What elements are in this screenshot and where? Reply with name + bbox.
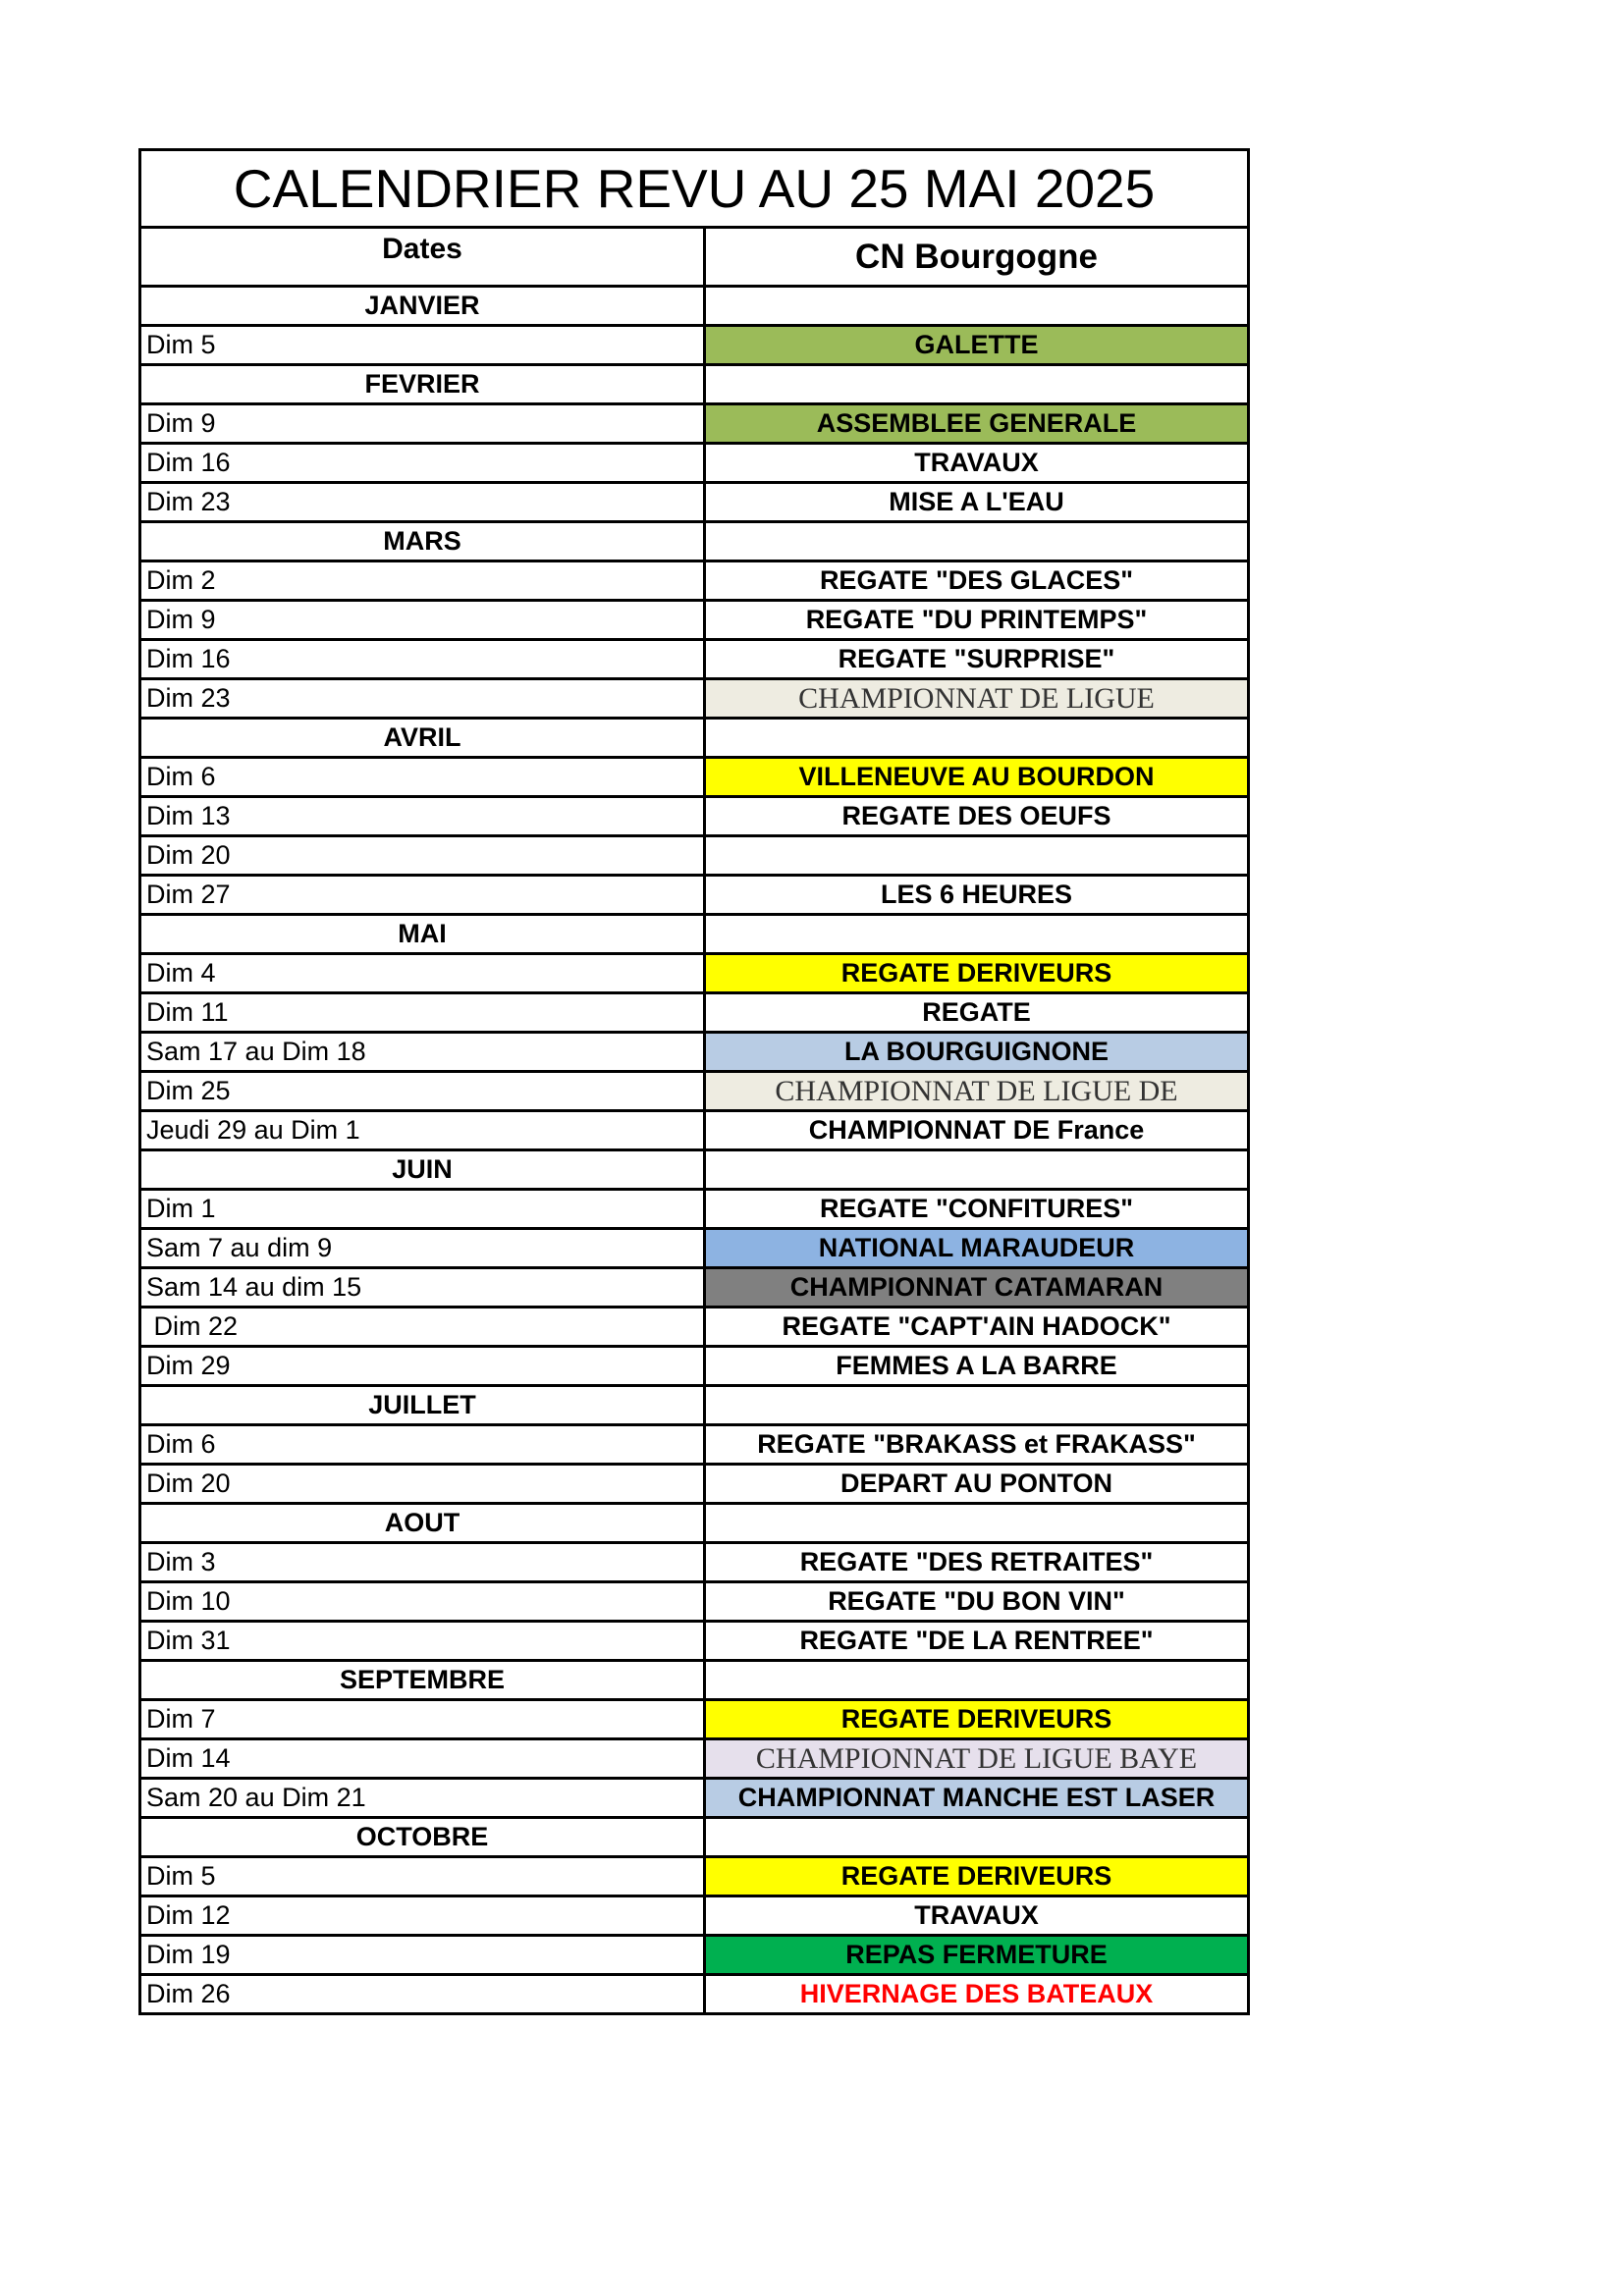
table-row: [140, 1896, 1249, 1936]
month-row: [140, 1504, 1249, 1543]
month-empty-cell: [705, 522, 1249, 561]
date-cell: Jeudi 29 au Dim 1: [140, 1111, 705, 1150]
event-cell: REGATE DES OEUFS: [705, 797, 1249, 836]
event-cell: REGATE "CAPT'AIN HADOCK": [705, 1308, 1249, 1347]
month-row: [140, 522, 1249, 561]
page-title: CALENDRIER REVU AU 25 MAI 2025: [140, 150, 1249, 228]
date-cell: Dim 11: [140, 993, 705, 1033]
table-row: [140, 1543, 1249, 1582]
event-cell: CHAMPIONNAT DE LIGUE BAYE: [705, 1739, 1249, 1779]
event-cell: GALETTE: [705, 326, 1249, 365]
date-cell: Sam 17 au Dim 18: [140, 1033, 705, 1072]
date-cell: Dim 20: [140, 1465, 705, 1504]
month-label: SEPTEMBRE: [140, 1661, 705, 1700]
table-row: [140, 797, 1249, 836]
event-cell: LA BOURGUIGNONE: [705, 1033, 1249, 1072]
table-row: [140, 993, 1249, 1033]
event-cell: FEMMES A LA BARRE: [705, 1347, 1249, 1386]
event-cell: REGATE "DU BON VIN": [705, 1582, 1249, 1622]
table-row: [140, 1072, 1249, 1111]
event-cell: REGATE "DE LA RENTREE": [705, 1622, 1249, 1661]
event-cell: CHAMPIONNAT DE LIGUE DE: [705, 1072, 1249, 1111]
event-cell: TRAVAUX: [705, 444, 1249, 483]
month-empty-cell: [705, 1661, 1249, 1700]
month-empty-cell: [705, 1504, 1249, 1543]
event-cell: NATIONAL MARAUDEUR: [705, 1229, 1249, 1268]
column-header-club: CN Bourgogne: [705, 228, 1249, 287]
date-cell: Dim 20: [140, 836, 705, 876]
date-cell: Dim 27: [140, 876, 705, 915]
month-empty-cell: [705, 1818, 1249, 1857]
event-cell: REGATE "DU PRINTEMPS": [705, 601, 1249, 640]
table-row: [140, 1582, 1249, 1622]
month-empty-cell: [705, 1150, 1249, 1190]
table-row: [140, 758, 1249, 797]
table-row: [140, 954, 1249, 993]
date-cell: Dim 16: [140, 640, 705, 679]
month-label: JANVIER: [140, 287, 705, 326]
month-empty-cell: [705, 365, 1249, 404]
table-row: [140, 1622, 1249, 1661]
date-cell: Dim 6: [140, 758, 705, 797]
month-empty-cell: [705, 1386, 1249, 1425]
event-cell: REGATE "DES RETRAITES": [705, 1543, 1249, 1582]
date-cell: Dim 2: [140, 561, 705, 601]
date-cell: Dim 23: [140, 679, 705, 719]
table-row: [140, 601, 1249, 640]
date-cell: Dim 1: [140, 1190, 705, 1229]
table-row: [140, 1936, 1249, 1975]
event-cell: REGATE "DES GLACES": [705, 561, 1249, 601]
table-row: [140, 561, 1249, 601]
date-cell: Dim 22: [140, 1308, 705, 1347]
event-cell: REPAS FERMETURE: [705, 1936, 1249, 1975]
table-row: [140, 1739, 1249, 1779]
month-row: [140, 1150, 1249, 1190]
month-row: [140, 287, 1249, 326]
event-cell: ASSEMBLEE GENERALE: [705, 404, 1249, 444]
month-empty-cell: [705, 719, 1249, 758]
table-row: [140, 679, 1249, 719]
event-cell: CHAMPIONNAT CATAMARAN: [705, 1268, 1249, 1308]
date-cell: Dim 3: [140, 1543, 705, 1582]
event-cell: VILLENEUVE AU BOURDON: [705, 758, 1249, 797]
date-cell: Dim 9: [140, 404, 705, 444]
date-cell: Dim 5: [140, 326, 705, 365]
month-label: AOUT: [140, 1504, 705, 1543]
table-row: [140, 326, 1249, 365]
date-cell: Dim 13: [140, 797, 705, 836]
date-cell: Dim 19: [140, 1936, 705, 1975]
table-row: [140, 483, 1249, 522]
date-cell: Dim 4: [140, 954, 705, 993]
month-label: AVRIL: [140, 719, 705, 758]
table-row: [140, 404, 1249, 444]
date-cell: Dim 14: [140, 1739, 705, 1779]
month-row: [140, 1818, 1249, 1857]
table-row: [140, 1308, 1249, 1347]
date-cell: Dim 7: [140, 1700, 705, 1739]
event-cell: CHAMPIONNAT DE LIGUE: [705, 679, 1249, 719]
month-label: OCTOBRE: [140, 1818, 705, 1857]
column-header-dates: Dates: [140, 228, 705, 287]
date-cell: Dim 23: [140, 483, 705, 522]
event-cell: CHAMPIONNAT MANCHE EST LASER: [705, 1779, 1249, 1818]
date-cell: Dim 16: [140, 444, 705, 483]
event-cell: REGATE: [705, 993, 1249, 1033]
event-cell: REGATE DERIVEURS: [705, 1857, 1249, 1896]
table-row: [140, 876, 1249, 915]
date-cell: Dim 6: [140, 1425, 705, 1465]
month-row: [140, 915, 1249, 954]
date-cell: Dim 26: [140, 1975, 705, 2014]
date-cell: Dim 10: [140, 1582, 705, 1622]
month-label: JUIN: [140, 1150, 705, 1190]
table-row: [140, 836, 1249, 876]
month-label: FEVRIER: [140, 365, 705, 404]
date-cell: Dim 25: [140, 1072, 705, 1111]
table-row: [140, 1190, 1249, 1229]
event-cell: LES 6 HEURES: [705, 876, 1249, 915]
month-row: [140, 1661, 1249, 1700]
table-row: [140, 1347, 1249, 1386]
date-cell: Dim 9: [140, 601, 705, 640]
event-cell: REGATE DERIVEURS: [705, 1700, 1249, 1739]
date-cell: Sam 7 au dim 9: [140, 1229, 705, 1268]
month-label: MAI: [140, 915, 705, 954]
date-cell: Dim 29: [140, 1347, 705, 1386]
month-row: [140, 1386, 1249, 1425]
event-cell: TRAVAUX: [705, 1896, 1249, 1936]
event-cell: REGATE "BRAKASS et FRAKASS": [705, 1425, 1249, 1465]
month-row: [140, 365, 1249, 404]
month-label: JUILLET: [140, 1386, 705, 1425]
month-empty-cell: [705, 287, 1249, 326]
table-row: [140, 1857, 1249, 1896]
table-row: [140, 1268, 1249, 1308]
event-cell: [705, 836, 1249, 876]
table-row: [140, 444, 1249, 483]
table-row: [140, 1465, 1249, 1504]
table-row: [140, 1033, 1249, 1072]
date-cell: Dim 5: [140, 1857, 705, 1896]
date-cell: Sam 14 au dim 15: [140, 1268, 705, 1308]
table-row: [140, 1975, 1249, 2014]
month-label: MARS: [140, 522, 705, 561]
table-row: [140, 640, 1249, 679]
event-cell: REGATE "SURPRISE": [705, 640, 1249, 679]
table-row: [140, 1700, 1249, 1739]
event-cell: REGATE "CONFITURES": [705, 1190, 1249, 1229]
event-cell: CHAMPIONNAT DE France: [705, 1111, 1249, 1150]
table-row: [140, 1425, 1249, 1465]
date-cell: Dim 31: [140, 1622, 705, 1661]
event-cell: MISE A L'EAU: [705, 483, 1249, 522]
event-cell: HIVERNAGE DES BATEAUX: [705, 1975, 1249, 2014]
calendar-body: [140, 287, 1249, 2014]
month-row: [140, 719, 1249, 758]
event-cell: DEPART AU PONTON: [705, 1465, 1249, 1504]
table-row: [140, 1779, 1249, 1818]
table-row: [140, 1229, 1249, 1268]
calendar-table: [138, 148, 1250, 2015]
table-row: [140, 1111, 1249, 1150]
date-cell: Dim 12: [140, 1896, 705, 1936]
date-cell: Sam 20 au Dim 21: [140, 1779, 705, 1818]
event-cell: REGATE DERIVEURS: [705, 954, 1249, 993]
month-empty-cell: [705, 915, 1249, 954]
